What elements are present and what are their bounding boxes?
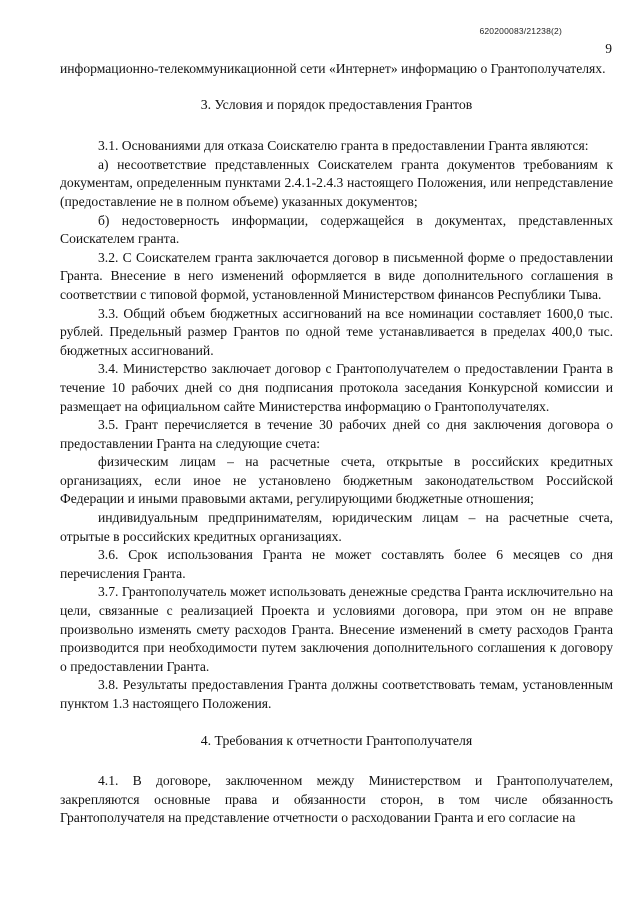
paragraph-3-8: 3.8. Результаты предоставления Гранта должны соответствовать темам, установленным пунктом 1.3 настоящего Положения. xyxy=(60,677,613,711)
paragraph-3-3: 3.3. Общий объем бюджетных ассигнований на все номинации составляет 1600,0 тыс. рублей. Предельный размер Грантов по одной теме устанавливается в пределах 400,0 тыс. бюджетных ассигнований. xyxy=(60,305,613,358)
paragraph-3-4: 3.4. Министерство заключает договор с Грантополучателем о предоставлении Гранта в течение 10 рабочих дней со дня подписания протокола заседания Конкурсной комиссии и размещает на официальном сайте Министерства информацию о Грантополучателях. xyxy=(60,361,613,414)
paragraph-3-6: 3.6. Срок использования Гранта не может составлять более 6 месяцев со дня перечисления Гранта. xyxy=(60,547,613,581)
paragraph-3-1: 3.1. Основаниями для отказа Соискателю гранта в предоставлении Гранта являются: xyxy=(98,138,589,154)
paragraph-3-7: 3.7. Грантополучатель может использовать денежные средства Гранта исключительно на цели, связанные с реализацией Проекта и условиями договора, при этом он не вправе произвольно изменять смету расходов Гранта. Внесение изменений в смету расходов Гранта производится при необходимости путем заключения дополнительного соглашения к договору о предоставлении Гранта. xyxy=(60,584,613,674)
paragraph-3-1-b: б) недостоверность информации, содержащейся в документах, представленных Соискателем гранта. xyxy=(60,212,613,247)
page-number: 9 xyxy=(605,41,612,56)
section-3-heading: 3. Условия и порядок предоставления Грантов xyxy=(200,96,473,112)
paragraph-3-2: 3.2. С Соискателем гранта заключается договор в письменной форме о предоставлении Гранта. Внесение в него изменений оформляется в виде дополнительного соглашения в соответствии с типовой формой, установленной Министерством финансов Республики Тыва. xyxy=(60,249,613,302)
paragraph-3-1-a: а) несоответствие представленных Соискателем гранта документов требованиям к документам, определенным пунктами 2.4.1-2.4.3 настоящего Положения, или непредставление (предоставление не в полном объеме) указанных документов; xyxy=(60,156,613,209)
paragraph-3-5: 3.5. Грант перечисляется в течение 30 рабочих дней со дня заключения договора о предоставлении Гранта на следующие счета: xyxy=(60,417,613,451)
paragraph-intro: информационно-телекоммуникационной сети «Интернет» информацию о Грантополучателях. xyxy=(60,61,606,76)
paragraph-4-1: 4.1. В договоре, заключенном между Министерством и Грантополучателем, закрепляются основные права и обязанности сторон, в том числе обязанность Грантополучателя на представление отчетности о расходовании Гранта и его согласие на xyxy=(60,773,613,826)
document-body xyxy=(60,60,613,828)
section-4-heading: 4. Требования к отчетности Грантополучателя xyxy=(200,732,473,748)
paragraph-3-5-b: индивидуальным предпринимателям, юридическим лицам – на расчетные счета, отрытые в российских кредитных организациях. xyxy=(60,510,613,544)
paragraph-3-5-a: физическим лицам – на расчетные счета, открытые в российских кредитных организациях, если иное не установлено бюджетным законодательством Российской Федерации и иными правовыми актами, регулирующими бюджетные отношения; xyxy=(60,454,613,507)
document-code: 620200083/21238(2) xyxy=(479,26,562,36)
